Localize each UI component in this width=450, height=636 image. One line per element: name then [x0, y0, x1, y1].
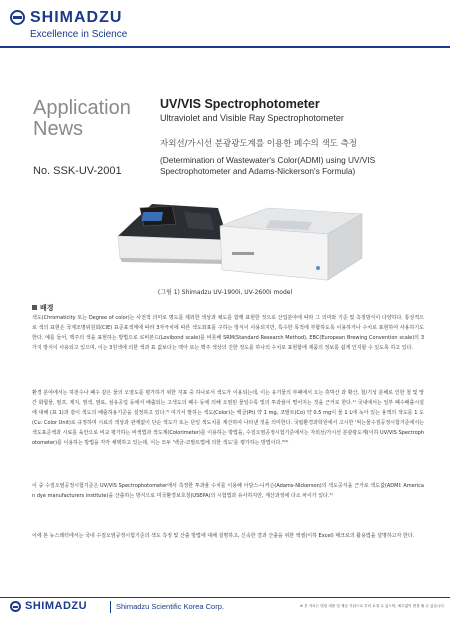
figure-caption: (그림 1) Shimadzu UV-1900i, UV-2600i model — [157, 289, 293, 296]
square-bullet-icon — [32, 305, 37, 310]
footer-divider — [0, 597, 450, 598]
uv-2600i-instrument — [220, 208, 362, 280]
section-heading — [32, 303, 54, 313]
document-subtitle: Ultraviolet and Visible Ray Spectrophotometer — [160, 113, 344, 123]
header-divider — [0, 46, 450, 48]
instrument-photo — [100, 184, 370, 286]
series-title-line1: Application — [33, 97, 131, 119]
english-topic-title: (Determination of Wastewater's Color(ADMI) using UV/VIS Spectrophotometer and Adams-Nickerson's Formula) — [160, 155, 376, 176]
paragraph-2: 환경 분야에서는 하천수나 폐수 같은 물의 오염도를 평가하기 위한 지표 중 하나로서 색도가 이용되는데, 이는 유기물의 부패에서 오는 휴믹산 과 황산, 철/기성 분해로 인한 철 및 망간 화합물, 펄프, 제지, 염색, 염료, 섬유공업 등에서 배출되는 고색도의 폐수 등에 의해 오염된 물일수록 빛의 투과율이 떨어지는 것을 근거로 한다.¹⁾ 국내에서는 일부 폐수배출시설에 대해 (표 1)과 같이 색도의 배출허용기준을 설정하고 있다.²⁾ 여기서 말하는 색도(Color)는 백금(Pt) 약 1 mg, 코발트(Co) 약 0.5 mg이 물 1 L에 녹아 있는 용액의 색도를 1 도(Cu: Color Unit)로 규정하며 시료의 색상과 관계없이 단순 색도가 또는 단일 색도치를 계산하여 나타낸 것을 의미한다. 국립환경과학원에서 고시한 '먹는물수질공정시험기준에서는 색도표준액과 시료를 육안으로 비교 평가하는 비색법과 색도계(Colorimeter)를 이용하는 방법을, 수질오염공정시험기준에서는 자외선/가시선 분광광도계(이하 UV/VIS Spectrophotometer)를 이용하는 방법을 각각 채택하고 있는데, 이는 모두 '백금-코발트법에 의한 색도'를 평가하는 방법이다.³⁾⁴⁾ — [32, 390, 424, 446]
shimadzu-logo-mark — [10, 10, 25, 25]
section-heading-text: 배경 — [40, 304, 54, 312]
footer-brand: SHIMADZU — [25, 600, 88, 612]
uv-1900i-instrument — [118, 204, 228, 264]
paragraph-4: 이에 본 뉴스레터에서는 국내 수질오염공정시험기준의 색도 측정 및 산출 방법에 대해 설명하고, 신속한 결과 산출을 위한 엑셀(이하 Excel) 매크로의 활용법을 설명하고자 한다. — [32, 533, 415, 539]
brand-name: SHIMADZU — [30, 9, 123, 26]
series-title — [33, 98, 153, 140]
korean-topic-title: 자외선/가시선 분광광도계를 이용한 폐수의 색도 측정 — [160, 139, 358, 149]
document-number: No. SSK-UV-2001 — [33, 165, 122, 177]
footer-disclaimer: ※ 본 자료는 법령 내용 및 제공 기관으로 부터 요청 수 있으며, 예고없이 변경 될 수 있습니다. — [299, 604, 445, 608]
brand-tagline: Excellence in Science — [30, 29, 128, 40]
series-title-line2: News — [33, 118, 84, 140]
footer-company: Shimadzu Scientific Korea Corp. — [116, 602, 224, 611]
document-title: UV/VIS Spectrophotometer — [160, 97, 320, 111]
paragraph-1: 색도(Chromaticity 또는 Degree of color)는 사전적 의미로 명도를 제외한 색상과 채도를 함께 표현한 것으로 산업분야에 따라 그 의미와 기준 및 측정방식이 다양하다. 통상적으로 색의 표현은 국제조명위원회(CIE) 표준표색계에 따라 3자극치에 따른 색도좌표를 구하는 방식이 사용되지만, 특수한 목적에 부합하도록 이용하거나 수치로 표현하여 사용하기도 한다. 예를 들어, 맥주의 색을 표현하는 방법으로 로비본드(Lovibond scale)를 비롯해 SRM(Standard Research Method), EBC(European Brewing Convention scale)의 3가지 방식이 사용되고 있으며, 이는 3원색에 의한 색과 표 값보다는 맥아 또는 맥주 색상의 진한 정도를 하나의 수치로 표현함에 제품의 정보를 쉽게 인지할 수 있도록 하고 있다. — [32, 315, 424, 351]
footer-separator — [110, 601, 111, 613]
footer-logo-mark — [10, 601, 21, 612]
paragraph-3: 이 중 수질오염공정시험기준은 UV/VIS Spectrophotometer에서 측정한 투과율 수치를 이용해 아담스-니커슨(Adams-Nickerson)의 색도공식을 근거로 색도값(ADMI: American dye manufacturers institute)을 산출하는 방식으로 미국환경보호청(USEPA)의 시험법과 유사하지만, 계산과정에 다소 차이가 있다.⁵⁾ — [32, 483, 424, 499]
